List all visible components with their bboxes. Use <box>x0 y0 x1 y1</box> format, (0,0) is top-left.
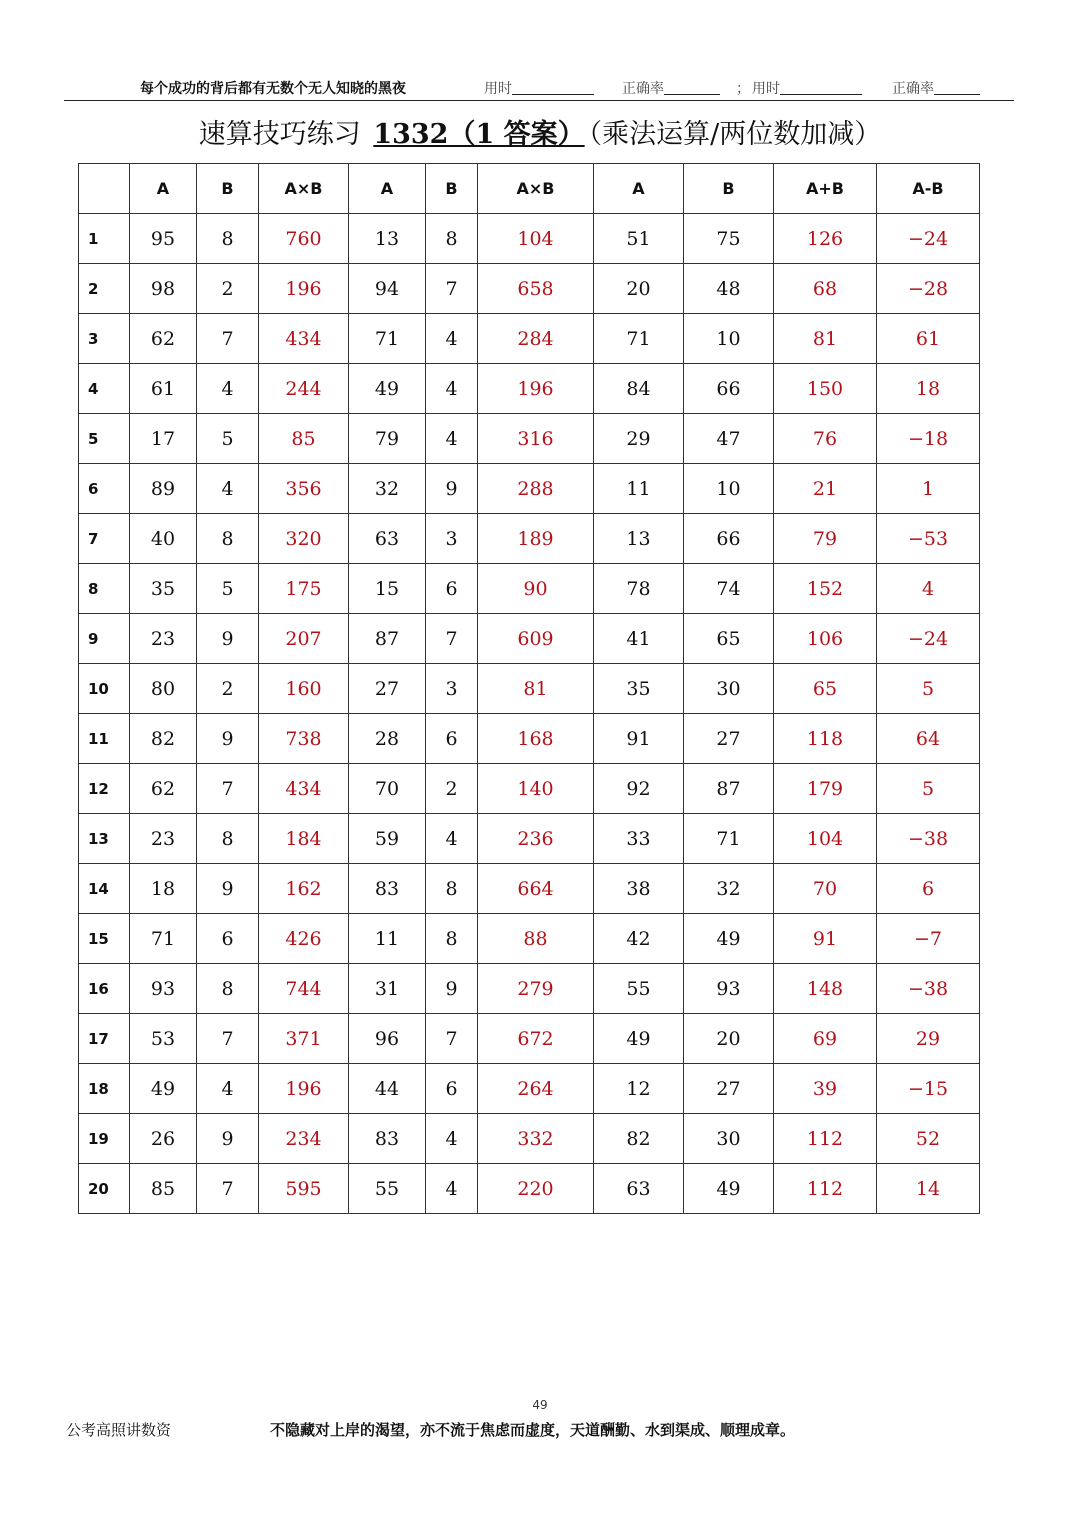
operand-cell: 65 <box>684 614 774 664</box>
operand-cell: 96 <box>349 1014 426 1064</box>
operand-cell: 49 <box>684 914 774 964</box>
accuracy-label-1: 正确率 <box>622 81 664 97</box>
answer-cell: 126 <box>774 214 877 264</box>
answer-cell: 79 <box>774 514 877 564</box>
operand-cell: 41 <box>594 614 684 664</box>
operand-cell: 18 <box>130 864 197 914</box>
answer-cell: 81 <box>478 664 594 714</box>
answer-cell: 332 <box>478 1114 594 1164</box>
accuracy-blank-2 <box>934 80 980 95</box>
operand-cell: 4 <box>197 1064 259 1114</box>
operand-cell: 9 <box>197 864 259 914</box>
operand-cell: 94 <box>349 264 426 314</box>
table-row <box>79 714 980 764</box>
answer-cell: 91 <box>774 914 877 964</box>
answer-cell: 140 <box>478 764 594 814</box>
table-row <box>79 314 980 364</box>
answer-cell: 284 <box>478 314 594 364</box>
answer-cell: 148 <box>774 964 877 1014</box>
operand-cell: 63 <box>594 1164 684 1214</box>
exercise-table <box>78 163 980 1214</box>
column-header <box>79 164 130 214</box>
operand-cell: 30 <box>684 664 774 714</box>
answer-cell: 64 <box>877 714 980 764</box>
answer-cell: 90 <box>478 564 594 614</box>
answer-cell: 4 <box>877 564 980 614</box>
answer-cell: −18 <box>877 414 980 464</box>
operand-cell: 82 <box>594 1114 684 1164</box>
table-row <box>79 1064 980 1114</box>
answer-cell: 68 <box>774 264 877 314</box>
operand-cell: 35 <box>594 664 684 714</box>
operand-cell: 49 <box>684 1164 774 1214</box>
answer-cell: 196 <box>259 264 349 314</box>
answer-cell: 434 <box>259 764 349 814</box>
answer-cell: 106 <box>774 614 877 664</box>
answer-cell: 1 <box>877 464 980 514</box>
row-index: 3 <box>79 314 130 364</box>
column-header: B <box>684 164 774 214</box>
operand-cell: 38 <box>594 864 684 914</box>
operand-cell: 79 <box>349 414 426 464</box>
operand-cell: 4 <box>197 364 259 414</box>
operand-cell: 42 <box>594 914 684 964</box>
operand-cell: 2 <box>426 764 478 814</box>
row-index: 17 <box>79 1014 130 1064</box>
operand-cell: 31 <box>349 964 426 1014</box>
column-header: A <box>594 164 684 214</box>
separator: ； <box>736 81 750 97</box>
page-title <box>0 112 1080 151</box>
table-row <box>79 914 980 964</box>
operand-cell: 70 <box>349 764 426 814</box>
answer-cell: 118 <box>774 714 877 764</box>
answer-cell: 76 <box>774 414 877 464</box>
operand-cell: 7 <box>197 1014 259 1064</box>
answer-cell: 70 <box>774 864 877 914</box>
column-header: A <box>130 164 197 214</box>
answer-cell: 609 <box>478 614 594 664</box>
answer-cell: 61 <box>877 314 980 364</box>
column-header: B <box>426 164 478 214</box>
row-index: 4 <box>79 364 130 414</box>
operand-cell: 91 <box>594 714 684 764</box>
operand-cell: 9 <box>197 714 259 764</box>
row-index: 11 <box>79 714 130 764</box>
answer-cell: 320 <box>259 514 349 564</box>
answer-cell: 189 <box>478 514 594 564</box>
operand-cell: 84 <box>594 364 684 414</box>
title-suffix: （乘法运算/两位数加减） <box>588 119 882 150</box>
operand-cell: 71 <box>130 914 197 964</box>
operand-cell: 63 <box>349 514 426 564</box>
title-prefix: 速算技巧练习 <box>198 119 361 150</box>
answer-cell: 150 <box>774 364 877 414</box>
operand-cell: 32 <box>349 464 426 514</box>
row-index: 9 <box>79 614 130 664</box>
answer-cell: 162 <box>259 864 349 914</box>
answer-cell: 152 <box>774 564 877 614</box>
operand-cell: 10 <box>684 464 774 514</box>
operand-cell: 4 <box>426 814 478 864</box>
operand-cell: 98 <box>130 264 197 314</box>
operand-cell: 4 <box>426 414 478 464</box>
answer-cell: −7 <box>877 914 980 964</box>
operand-cell: 17 <box>130 414 197 464</box>
answer-cell: 6 <box>877 864 980 914</box>
operand-cell: 55 <box>594 964 684 1014</box>
operand-cell: 71 <box>349 314 426 364</box>
operand-cell: 48 <box>684 264 774 314</box>
operand-cell: 8 <box>197 214 259 264</box>
answer-cell: 371 <box>259 1014 349 1064</box>
answer-cell: 434 <box>259 314 349 364</box>
table-row <box>79 664 980 714</box>
operand-cell: 49 <box>130 1064 197 1114</box>
answer-cell: 236 <box>478 814 594 864</box>
operand-cell: 2 <box>197 664 259 714</box>
answer-cell: 69 <box>774 1014 877 1064</box>
answer-cell: 196 <box>259 1064 349 1114</box>
answer-cell: −38 <box>877 964 980 1014</box>
operand-cell: 95 <box>130 214 197 264</box>
answer-cell: 316 <box>478 414 594 464</box>
answer-cell: 5 <box>877 664 980 714</box>
column-header: A-B <box>877 164 980 214</box>
answer-cell: 160 <box>259 664 349 714</box>
operand-cell: 49 <box>349 364 426 414</box>
operand-cell: 32 <box>684 864 774 914</box>
answer-cell: 234 <box>259 1114 349 1164</box>
operand-cell: 4 <box>197 464 259 514</box>
operand-cell: 85 <box>130 1164 197 1214</box>
table-row <box>79 1114 980 1164</box>
operand-cell: 10 <box>684 314 774 364</box>
operand-cell: 9 <box>426 464 478 514</box>
operand-cell: 35 <box>130 564 197 614</box>
answer-cell: 175 <box>259 564 349 614</box>
operand-cell: 44 <box>349 1064 426 1114</box>
operand-cell: 93 <box>130 964 197 1014</box>
row-index: 1 <box>79 214 130 264</box>
column-header: A×B <box>259 164 349 214</box>
table-row <box>79 864 980 914</box>
row-index: 14 <box>79 864 130 914</box>
answer-cell: 21 <box>774 464 877 514</box>
operand-cell: 4 <box>426 364 478 414</box>
answer-cell: 112 <box>774 1114 877 1164</box>
table-header-row <box>79 164 980 214</box>
answer-cell: 279 <box>478 964 594 1014</box>
answer-cell: 207 <box>259 614 349 664</box>
footer-left: 公考高照讲数资 <box>66 1421 172 1439</box>
time-label-1: 用时 <box>484 81 512 97</box>
operand-cell: 92 <box>594 764 684 814</box>
operand-cell: 8 <box>197 514 259 564</box>
column-header: B <box>197 164 259 214</box>
operand-cell: 4 <box>426 1114 478 1164</box>
operand-cell: 3 <box>426 664 478 714</box>
table-row <box>79 564 980 614</box>
answer-cell: 18 <box>877 364 980 414</box>
answer-cell: 179 <box>774 764 877 814</box>
operand-cell: 20 <box>594 264 684 314</box>
answer-cell: 81 <box>774 314 877 364</box>
operand-cell: 11 <box>349 914 426 964</box>
operand-cell: 8 <box>426 864 478 914</box>
answer-cell: 220 <box>478 1164 594 1214</box>
operand-cell: 7 <box>197 314 259 364</box>
answer-cell: 88 <box>478 914 594 964</box>
operand-cell: 89 <box>130 464 197 514</box>
row-index: 6 <box>79 464 130 514</box>
operand-cell: 11 <box>594 464 684 514</box>
table-row <box>79 764 980 814</box>
table-row <box>79 1014 980 1064</box>
row-index: 13 <box>79 814 130 864</box>
answer-cell: 672 <box>478 1014 594 1064</box>
answer-cell: −28 <box>877 264 980 314</box>
table-row <box>79 614 980 664</box>
operand-cell: 93 <box>684 964 774 1014</box>
operand-cell: 33 <box>594 814 684 864</box>
page-header <box>64 76 1014 101</box>
operand-cell: 6 <box>426 1064 478 1114</box>
row-index: 2 <box>79 264 130 314</box>
operand-cell: 8 <box>197 814 259 864</box>
operand-cell: 23 <box>130 614 197 664</box>
row-index: 10 <box>79 664 130 714</box>
operand-cell: 7 <box>426 264 478 314</box>
operand-cell: 15 <box>349 564 426 614</box>
time-field-1 <box>484 78 512 98</box>
table-row <box>79 214 980 264</box>
answer-cell: 39 <box>774 1064 877 1114</box>
row-index: 15 <box>79 914 130 964</box>
answer-cell: 168 <box>478 714 594 764</box>
operand-cell: 30 <box>684 1114 774 1164</box>
answer-cell: 52 <box>877 1114 980 1164</box>
operand-cell: 6 <box>426 564 478 614</box>
answer-cell: −38 <box>877 814 980 864</box>
accuracy-field-1 <box>622 78 664 98</box>
accuracy-blank-1 <box>664 80 720 95</box>
operand-cell: 23 <box>130 814 197 864</box>
operand-cell: 74 <box>684 564 774 614</box>
time-blank-2 <box>780 80 862 95</box>
operand-cell: 5 <box>197 414 259 464</box>
operand-cell: 5 <box>197 564 259 614</box>
answer-cell: 744 <box>259 964 349 1014</box>
answer-cell: −24 <box>877 614 980 664</box>
operand-cell: 7 <box>197 1164 259 1214</box>
operand-cell: 53 <box>130 1014 197 1064</box>
answer-cell: 85 <box>259 414 349 464</box>
answer-cell: 112 <box>774 1164 877 1214</box>
operand-cell: 7 <box>426 614 478 664</box>
answer-cell: 738 <box>259 714 349 764</box>
operand-cell: 83 <box>349 1114 426 1164</box>
answer-cell: 658 <box>478 264 594 314</box>
operand-cell: 62 <box>130 764 197 814</box>
operand-cell: 4 <box>426 314 478 364</box>
table-body <box>79 214 980 1214</box>
answer-cell: 65 <box>774 664 877 714</box>
answer-cell: 264 <box>478 1064 594 1114</box>
answer-cell: 356 <box>259 464 349 514</box>
operand-cell: 28 <box>349 714 426 764</box>
table-row <box>79 364 980 414</box>
operand-cell: 2 <box>197 264 259 314</box>
operand-cell: 6 <box>426 714 478 764</box>
row-index: 8 <box>79 564 130 614</box>
operand-cell: 87 <box>349 614 426 664</box>
column-header: A+B <box>774 164 877 214</box>
operand-cell: 27 <box>684 714 774 764</box>
operand-cell: 80 <box>130 664 197 714</box>
operand-cell: 8 <box>426 214 478 264</box>
answer-cell: 196 <box>478 364 594 414</box>
row-index: 19 <box>79 1114 130 1164</box>
table-row <box>79 414 980 464</box>
answer-cell: 664 <box>478 864 594 914</box>
operand-cell: 82 <box>130 714 197 764</box>
operand-cell: 61 <box>130 364 197 414</box>
answer-cell: −24 <box>877 214 980 264</box>
answer-cell: 244 <box>259 364 349 414</box>
accuracy-field-2 <box>892 78 934 98</box>
operand-cell: 13 <box>594 514 684 564</box>
operand-cell: 75 <box>684 214 774 264</box>
accuracy-label-2: 正确率 <box>892 81 934 97</box>
column-header: A×B <box>478 164 594 214</box>
row-index: 5 <box>79 414 130 464</box>
operand-cell: 27 <box>349 664 426 714</box>
time-blank-1 <box>512 80 594 95</box>
operand-cell: 55 <box>349 1164 426 1214</box>
operand-cell: 4 <box>426 1164 478 1214</box>
operand-cell: 27 <box>684 1064 774 1114</box>
operand-cell: 3 <box>426 514 478 564</box>
time-field-2 <box>752 78 780 98</box>
answer-cell: 104 <box>478 214 594 264</box>
operand-cell: 47 <box>684 414 774 464</box>
operand-cell: 49 <box>594 1014 684 1064</box>
answer-cell: 760 <box>259 214 349 264</box>
operand-cell: 87 <box>684 764 774 814</box>
operand-cell: 9 <box>426 964 478 1014</box>
row-index: 20 <box>79 1164 130 1214</box>
footer-right: 不隐藏对上岸的渴望，亦不流于焦虑而虚度，天道酬勤、水到渠成、顺理成章。 <box>270 1421 796 1439</box>
answer-cell: 184 <box>259 814 349 864</box>
answer-cell: 288 <box>478 464 594 514</box>
row-index: 18 <box>79 1064 130 1114</box>
row-index: 16 <box>79 964 130 1014</box>
header-motto: 每个成功的背后都有无数个无人知晓的黑夜 <box>140 81 406 97</box>
operand-cell: 9 <box>197 1114 259 1164</box>
operand-cell: 59 <box>349 814 426 864</box>
operand-cell: 6 <box>197 914 259 964</box>
operand-cell: 7 <box>197 764 259 814</box>
time-label-2: 用时 <box>752 81 780 97</box>
operand-cell: 66 <box>684 364 774 414</box>
operand-cell: 7 <box>426 1014 478 1064</box>
operand-cell: 13 <box>349 214 426 264</box>
operand-cell: 26 <box>130 1114 197 1164</box>
operand-cell: 12 <box>594 1064 684 1114</box>
row-index: 7 <box>79 514 130 564</box>
operand-cell: 29 <box>594 414 684 464</box>
operand-cell: 78 <box>594 564 684 614</box>
answer-cell: 29 <box>877 1014 980 1064</box>
column-header: A <box>349 164 426 214</box>
answer-cell: −15 <box>877 1064 980 1114</box>
operand-cell: 62 <box>130 314 197 364</box>
operand-cell: 8 <box>426 914 478 964</box>
page-number: 49 <box>532 1398 548 1412</box>
table-row <box>79 964 980 1014</box>
answer-cell: 14 <box>877 1164 980 1214</box>
operand-cell: 71 <box>684 814 774 864</box>
table-row <box>79 1164 980 1214</box>
table-row <box>79 264 980 314</box>
row-index: 12 <box>79 764 130 814</box>
answer-cell: 104 <box>774 814 877 864</box>
operand-cell: 20 <box>684 1014 774 1064</box>
operand-cell: 51 <box>594 214 684 264</box>
answer-cell: 426 <box>259 914 349 964</box>
operand-cell: 8 <box>197 964 259 1014</box>
answer-cell: 595 <box>259 1164 349 1214</box>
operand-cell: 9 <box>197 614 259 664</box>
answer-cell: 5 <box>877 764 980 814</box>
title-number: 1332（1 答案） <box>373 119 585 150</box>
operand-cell: 83 <box>349 864 426 914</box>
table-row <box>79 514 980 564</box>
operand-cell: 71 <box>594 314 684 364</box>
operand-cell: 40 <box>130 514 197 564</box>
answer-cell: −53 <box>877 514 980 564</box>
operand-cell: 66 <box>684 514 774 564</box>
table-row <box>79 814 980 864</box>
table-row <box>79 464 980 514</box>
